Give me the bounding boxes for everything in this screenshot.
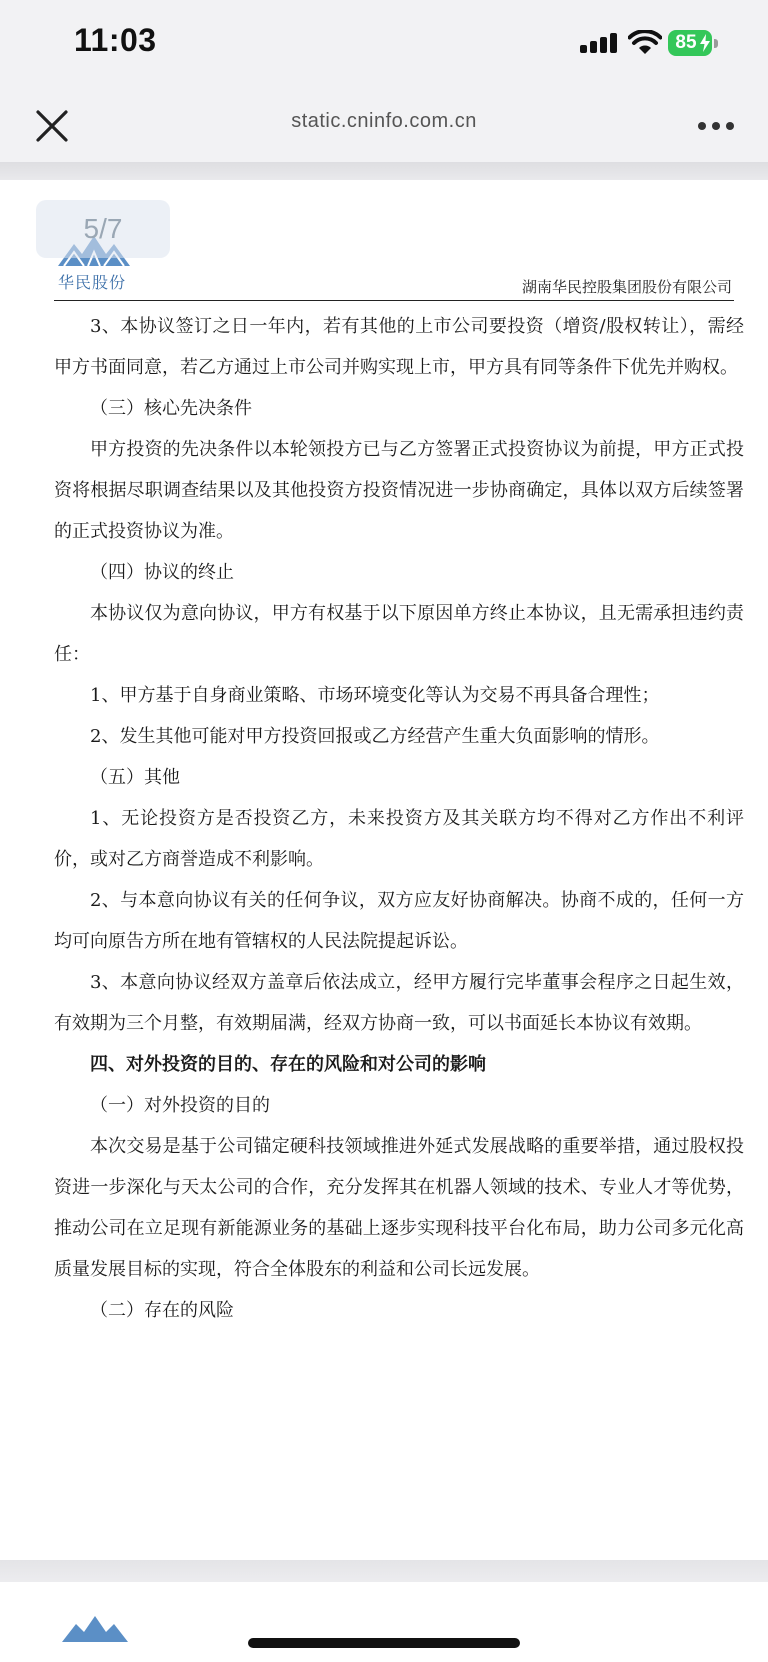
company-logo-icon (60, 1602, 130, 1642)
url-label: static.cninfo.com.cn (291, 110, 477, 132)
paragraph: 本次交易是基于公司锚定硬科技领域推进外延式发展战略的重要举措，通过股权投资进一步深化与天太公司的合作，充分发挥其在机器人领域的技术、专业人才等优势，推动公司在立足现有新能源业务的基础上逐步实现科技平台化布局，助力公司多元化高质量发展目标的实现，符合全体股东的利益和公司长远发展。 (54, 1136, 744, 1280)
paragraph: 1、无论投资方是否投资乙方，未来投资方及其关联方均不得对乙方作出不利评价，或对乙方商誉造成不利影响。 (54, 808, 744, 870)
company-name: 湖南华民控股集团股份有限公司 (521, 278, 732, 296)
browser-header (0, 86, 768, 162)
battery-level: 85 (675, 32, 697, 53)
chapter-heading: 四、对外投资的目的、存在的风险和对公司的影响 (90, 1054, 486, 1075)
section-heading: （一）对外投资的目的 (90, 1095, 270, 1116)
battery-icon (668, 30, 718, 56)
header-rule (54, 300, 734, 301)
document-page[interactable] (0, 180, 768, 1560)
paragraph: 3、本协议签订之日一年内，若有其他的上市公司要投资（增资/股权转让），需经甲方书面同意，若乙方通过上市公司并购实现上市，甲方具有同等条件下优先并购权。 (54, 316, 744, 378)
section-heading: （二）存在的风险 (90, 1300, 234, 1321)
next-document-page[interactable] (0, 1582, 768, 1662)
paragraph: 本协议仅为意向协议，甲方有权基于以下原因单方终止本协议，且无需承担违约责任： (54, 603, 744, 665)
section-heading: （四）协议的终止 (90, 562, 234, 583)
page-counter: 5/7 (36, 200, 170, 258)
logo-text: 华民股份 (58, 275, 127, 292)
paragraph: 2、与本意向协议有关的任何争议，双方应友好协商解决。协商不成的，任何一方均可向原告方所在地有管辖权的人民法院提起诉讼。 (54, 890, 744, 952)
paragraph: 2、发生其他可能对甲方投资回报或乙方经营产生重大负面影响的情形。 (90, 726, 660, 747)
header-divider (0, 162, 768, 180)
wifi-icon (628, 30, 662, 56)
status-time: 11:03 (74, 22, 157, 58)
paragraph: 1、甲方基于自身商业策略、市场环境变化等认为交易不再具备合理性； (90, 685, 660, 706)
section-heading: （五）其他 (90, 767, 180, 788)
status-bar (0, 0, 768, 86)
more-options-icon[interactable] (692, 116, 742, 136)
charging-bolt-icon (699, 34, 711, 52)
cellular-signal-icon (580, 33, 618, 53)
paragraph: 甲方投资的先决条件以本轮领投方已与乙方签署正式投资协议为前提，甲方正式投资将根据尽职调查结果以及其他投资方投资情况进一步协商确定，具体以双方后续签署的正式投资协议为准。 (54, 439, 744, 542)
paragraph: 3、本意向协议经双方盖章后依法成立，经甲方履行完毕董事会程序之日起生效，有效期为三个月整，有效期届满，经双方协商一致，可以书面延长本协议有效期。 (54, 972, 744, 1034)
home-indicator[interactable] (248, 1638, 520, 1648)
page-gap (0, 1560, 768, 1582)
section-heading: （三）核心先决条件 (90, 398, 252, 419)
document-body (54, 306, 744, 1331)
